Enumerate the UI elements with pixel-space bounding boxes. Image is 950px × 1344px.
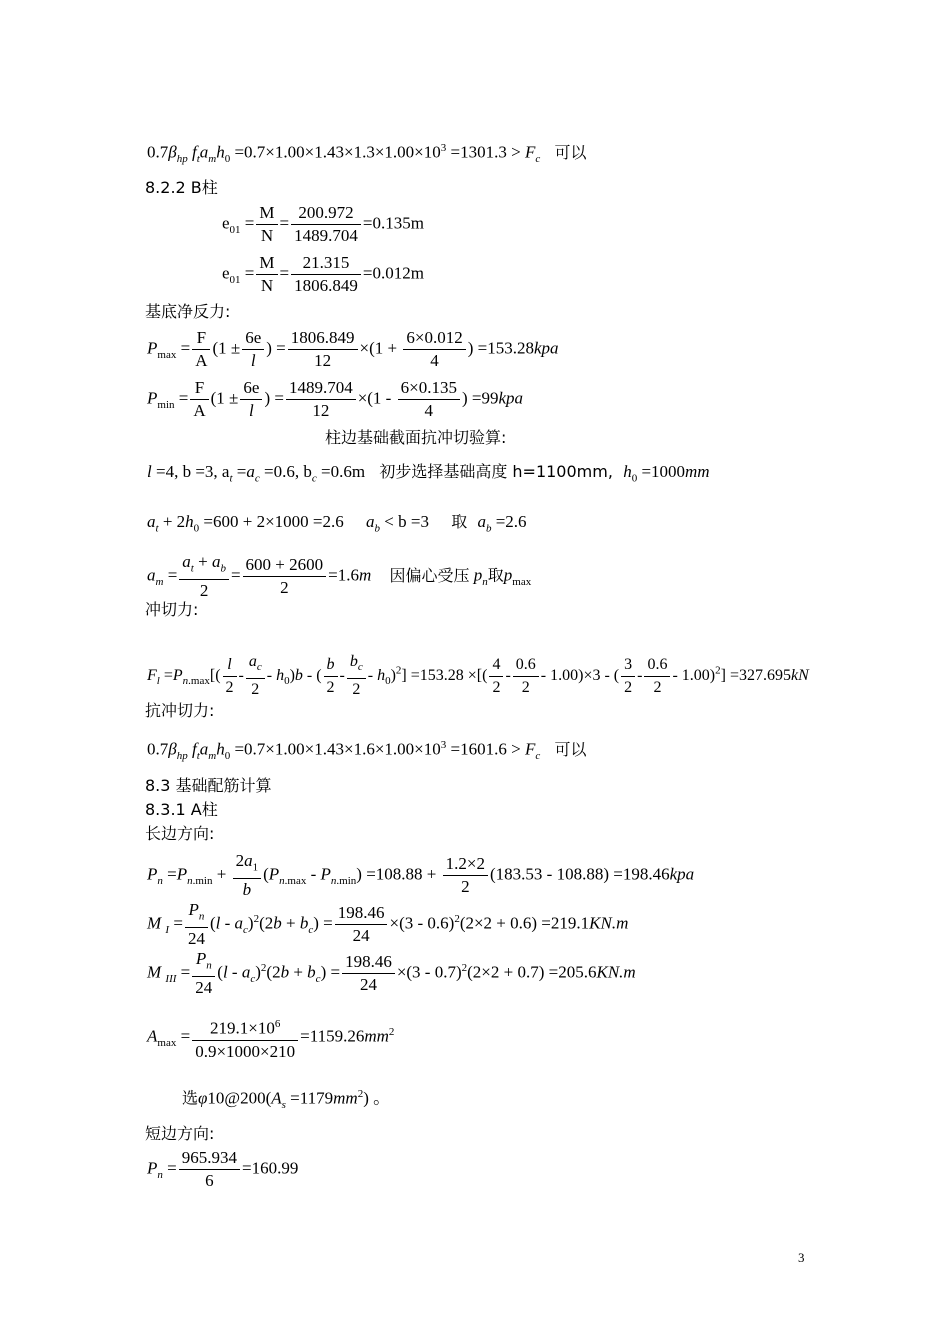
formula-pmin: $P_{min}$ = $\frac{F}{A}$ (1 ± $\frac{6e}{l}$ ) = $\frac{1489.704}{12}$ ×(1 - $\frac{6\times 0.135}{4}$ ) =99kpa xyxy=(147,378,523,420)
heading-8-2-2: 8.2.2 B柱 xyxy=(145,178,218,197)
label-long-side: 长边方向: xyxy=(145,824,215,843)
label-punching-resistance: 抗冲切力: xyxy=(145,701,215,720)
formula-m1: M $_I$ = $\frac{P_n}{24}$ $(l - a_c)^2(2b + b_c)$ = $\frac{198.46}{24}$ ×(3 - 0.6)$^2$(2×2 + 0.6) =219.1KN.m xyxy=(147,900,629,949)
formula-punching-resistance-2: $0.7\beta_{hp}$ $f_ta_mh_0 =0.7\times 1.00\times 1.43\times 1.6\times 1.00\times 10^3 =1601.6 > F_c$ 可以 xyxy=(147,739,587,763)
formula-ab: $a_t + 2h_0 =600 + 2\times 1000 =2.6$ $a_b < b =3$ 取 $a_b =2.6$ xyxy=(147,512,527,535)
formula-am: $a_m$ = $\frac{a_t + a_b}{2}$ = $\frac{600 + 2600}{2}$ =1.6m 因偏心受压 $p_n$取$p_{max}$ xyxy=(147,552,532,601)
label-short-side: 短边方向: xyxy=(145,1124,215,1143)
formula-pn-short: $P_n$ = $\frac{965.934}{6}$ =160.99 xyxy=(147,1148,299,1190)
formula-pmax: $P_{max}$ = $\frac{F}{A}$ (1 ± $\frac{6e}{l}$ ) = $\frac{1806.849}{12}$ ×(1 + $\frac{6\times 0.012}{4}$ ) =153.28kpa xyxy=(147,328,559,370)
formula-pn: $P_n =P_{n.min}$ + $\frac{2a_1}{b}$ $(P_{n.max} - P_{n.min}) =108.88$ + $\frac{1.2\times 2}{2}$ (183.53 - 108.88) =198.46kpa xyxy=(147,851,695,900)
formula-amax: $A_{max}$ = $\frac{219.1\times 10^6}{0.9\times 1000\times 210}$ $=1159.26mm^2$ xyxy=(147,1013,394,1063)
formula-eccentricity-2: $e_{01}$ = $\frac{M}{N}$ = $\frac{21.315}{1806.849}$ =0.012m xyxy=(222,253,424,295)
formula-fl: $F_l =P_{n.max}$[( $\frac{l}{2}$ - $\frac{a_c}{2}$ - $h_0)b$ - ( $\frac{b}{2}$ - $\frac{b_c}{2}$ - $h_0)^2] =153.28$ ×[( $\frac{4}{2}$ - $\frac{0.6}{2}$ - 1.00)×3 - ( $\frac{3}{2}$ - $\frac{0.6}{2}$ - 1.00)$^2$] =327.695kN xyxy=(147,653,809,699)
label-punching-force: 冲切力: xyxy=(145,600,199,619)
formula-parameters: l =4, b =3, $a_t =a_c =0.6$, $b_c =0.6m$ 初步选择基础高度 h=1100mm, $h_0 =1000mm$ xyxy=(147,462,710,485)
label-net-base-reaction: 基底净反力: xyxy=(145,302,231,321)
page-number: 3 xyxy=(798,1250,805,1265)
heading-8-3: 8.3 基础配筋计算 xyxy=(145,776,272,795)
formula-m3: M $_{III}$ = $\frac{P_n}{24}$ $(l - a_c)^2(2b + b_c)$ = $\frac{198.46}{24}$ ×(3 - 0.7)$^2$(2×2 + 0.7) =205.6KN.m xyxy=(147,949,636,998)
rebar-selection: 选$\varphi 10@200(A_s =1179mm^2)$ 。 xyxy=(182,1088,391,1112)
label-column-edge-check: 柱边基础截面抗冲切验算: xyxy=(325,428,507,447)
formula-eccentricity-1: $e_{01}$ = $\frac{M}{N}$ = $\frac{200.972}{1489.704}$ =0.135m xyxy=(222,203,424,245)
heading-8-3-1: 8.3.1 A柱 xyxy=(145,800,218,819)
formula-punching-resistance-1: $0.7\beta_{hp}$ $f_ta_mh_0 =0.7\times 1.00\times 1.43\times 1.3\times 1.00\times 10^3 =1301.3 > F_c$ 可以 xyxy=(147,142,587,166)
